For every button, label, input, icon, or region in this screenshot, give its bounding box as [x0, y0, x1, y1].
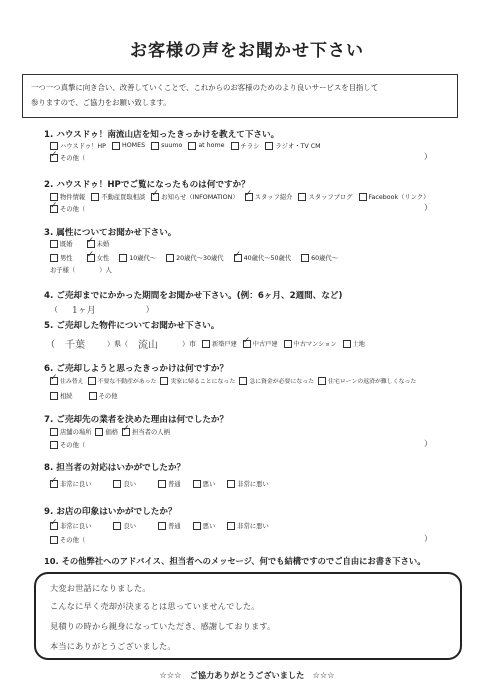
q9-option-0-label: 非常に良い	[60, 523, 92, 530]
q10-question: 10. その他弊社へのアドバイス、担当者へのメッセージ、何でも結構ですのでご自由にお書き下さい。	[44, 556, 426, 566]
q6-options-row-1	[50, 375, 416, 386]
q9-option-1-label: 良い	[123, 523, 137, 530]
q7-question: 7. ご売却先の業者を決めた理由は何でしたか？	[44, 415, 229, 425]
q1-other-label: その他（	[60, 155, 86, 162]
q7-option-2-checkbox[interactable]	[122, 428, 130, 436]
q5-type-0-checkbox[interactable]	[202, 340, 210, 348]
q3-gender-1-checkbox[interactable]	[87, 254, 95, 262]
q7-other-label: その他（	[60, 442, 86, 449]
q3-age-2-label: 40歳代～50歳代	[243, 255, 292, 262]
q5-type-1-label: 中古戸建	[252, 341, 278, 348]
q8-option-4-checkbox[interactable]	[227, 480, 235, 488]
q6-option-6-label: その他	[98, 393, 118, 400]
q1-option-5-checkbox[interactable]	[265, 142, 273, 150]
q8-option-0-label: 非常に良い	[60, 481, 92, 488]
q2-other-row	[50, 203, 91, 214]
comment-line-1: 大変お世話になりました。	[50, 583, 151, 593]
q2-option-2-checkbox[interactable]	[151, 193, 159, 201]
page-title: お客様の声をお聞かせ下さい	[130, 41, 364, 61]
q4-answer-close: ）	[145, 305, 154, 314]
q7-option-0-label: 店舗の場所	[60, 429, 92, 436]
footer-thanks: ☆☆☆ ご協力ありがとうございました ☆☆☆	[159, 670, 335, 680]
q3-children-row	[50, 264, 112, 275]
q4-answer-row	[50, 304, 154, 315]
q5-city: 流山	[138, 340, 159, 351]
q2-option-1-label: 不動産買取相談	[101, 194, 146, 201]
q2-option-5-label: Facebook（リンク）	[368, 194, 430, 201]
q5-type-3-label: 土地	[352, 341, 365, 348]
q2-option-4-label: スタッフブログ	[308, 194, 353, 201]
q5-type-2-label: 中古マンション	[293, 341, 337, 348]
intro-box	[22, 74, 458, 118]
q7-other-close: ）	[424, 439, 432, 448]
q3-children-label: お子様（	[50, 267, 76, 274]
q3-age-3-label: 60歳代～	[311, 255, 339, 262]
q9-option-1-checkbox[interactable]	[113, 522, 121, 530]
comment-line-2: こんなに早く売却が決まるとは思っていませんでした。	[50, 601, 260, 611]
q6-option-3-label: 急に資金が必要になった	[249, 379, 315, 385]
q1-option-4-label: チラシ	[240, 143, 260, 150]
q2-option-0-label: 物件情報	[60, 194, 86, 201]
q2-option-4-checkbox[interactable]	[298, 193, 306, 201]
comment-line-4: 本当にありがとうございました。	[50, 641, 176, 651]
q3-age-1-checkbox[interactable]	[166, 254, 174, 262]
q8-option-3-checkbox[interactable]	[193, 480, 201, 488]
q8-option-0-checkbox[interactable]	[50, 480, 58, 488]
q3-marital-1-label: 未婚	[96, 241, 110, 248]
q2-options	[50, 191, 435, 202]
q1-option-1-checkbox[interactable]	[112, 142, 120, 150]
q2-option-3-label: スタッフ紹介	[254, 194, 293, 201]
q2-other-close: ）	[424, 203, 432, 212]
q6-option-1-label: 不要な不動産があった	[97, 379, 157, 385]
q6-question: 6. ご売却しようと思ったきっかけは何ですか？	[44, 364, 229, 374]
q3-marital-0-label: 既婚	[60, 241, 73, 248]
q7-option-2-label: 担当者の人柄	[132, 429, 170, 436]
q3-marital-0-checkbox[interactable]	[50, 240, 58, 248]
q1-option-3-checkbox[interactable]	[188, 142, 196, 150]
q8-option-2-label: 普通	[168, 481, 181, 488]
q2-option-3-checkbox[interactable]	[245, 193, 253, 201]
q4-answer-open: （	[50, 305, 58, 314]
q5-answer-row: （ 千葉 ）県（ 流山 ）市 新築戸建 ✓ 中古戸建 中古マンション 土地	[46, 338, 371, 349]
q3-age-1-label: 20歳代～30歳代	[176, 255, 224, 262]
q6-option-5-checkbox[interactable]	[50, 392, 58, 400]
q4-answer: 1ヶ月	[72, 306, 96, 316]
q2-question: 2. ハウスドゥ！HPでご覧になったものは何ですか？	[44, 180, 250, 190]
q9-option-4-label: 非常に悪い	[237, 523, 269, 530]
q3-gender-0-checkbox[interactable]	[50, 254, 58, 262]
comment-line-3: 見積りの時から親身になっていただき、感謝しております。	[50, 621, 276, 631]
q2-option-0-checkbox[interactable]	[50, 193, 58, 201]
q1-option-0-checkbox[interactable]	[50, 142, 58, 150]
q9-option-3-label: 悪い	[202, 523, 216, 530]
q1-other-row	[50, 152, 91, 163]
q1-options	[50, 140, 327, 151]
q9-other-row	[50, 534, 91, 545]
q5-pref-suffix: ）県（	[107, 339, 129, 348]
q3-question: 3. 属性についてお聞かせ下さい。	[44, 228, 177, 238]
q7-option-0-checkbox[interactable]	[50, 428, 58, 436]
q3-marital-row	[50, 238, 115, 249]
q6-option-2-checkbox[interactable]	[160, 377, 168, 385]
q8-option-2-checkbox[interactable]	[158, 480, 166, 488]
q8-option-4-label: 非常に悪い	[237, 481, 269, 488]
q9-option-2-label: 普通	[168, 523, 181, 530]
q6-option-0-label: 住み替え	[60, 379, 84, 385]
q5-city-suffix: ）市	[182, 339, 197, 348]
q2-other-checkbox[interactable]	[50, 205, 58, 213]
q5-type-2-checkbox[interactable]	[284, 340, 292, 348]
q1-option-2-checkbox[interactable]	[151, 142, 159, 150]
q3-gender-1-label: 女性	[96, 255, 110, 262]
q4-question: 4. ご売却までにかかった期間をお聞かせ下さい。(例：6ヶ月、2週間、など)	[44, 291, 343, 301]
q6-option-5-label: 相続	[60, 393, 73, 400]
q1-option-5-label: ラジオ・TV CM	[275, 143, 321, 150]
q9-other-checkbox[interactable]	[50, 536, 58, 544]
q1-option-4-checkbox[interactable]	[231, 142, 239, 150]
q8-option-1-label: 良い	[123, 481, 137, 488]
q1-option-2-label: suumo	[161, 142, 183, 149]
q6-options-row-2	[50, 390, 123, 401]
q2-option-2-label: お知らせ（INFOMATION）	[161, 194, 239, 201]
q1-option-3-label: at home	[198, 142, 225, 149]
q5-type-0-label: 新築戸建	[212, 341, 237, 348]
q6-option-3-checkbox[interactable]	[239, 377, 247, 385]
q2-option-1-checkbox[interactable]	[91, 193, 99, 201]
q9-other-close: ）	[424, 534, 432, 543]
q9-option-3-checkbox[interactable]	[193, 522, 201, 530]
q6-option-0-checkbox[interactable]	[50, 377, 58, 385]
q3-gender-age-row	[50, 252, 344, 263]
q6-option-4-label: 住宅ローンの返済が難しくなった	[328, 379, 417, 385]
q5-type-3-checkbox[interactable]	[343, 340, 351, 348]
q7-other-row	[50, 439, 91, 450]
q6-option-2-label: 実家に帰ることになった	[170, 379, 236, 385]
q6-option-1-checkbox[interactable]	[88, 377, 96, 385]
q9-other-label: その他（	[60, 537, 86, 544]
q7-other-checkbox[interactable]	[50, 441, 58, 449]
q9-option-0-checkbox[interactable]	[50, 522, 58, 530]
intro-line-2: 参りますので、ご協力をお願い致します。	[31, 98, 171, 107]
q2-option-5-checkbox[interactable]	[359, 193, 367, 201]
q6-option-6-checkbox[interactable]	[89, 392, 97, 400]
q7-option-1-label: 価格	[105, 429, 119, 436]
q5-type-1-checkbox[interactable]	[243, 340, 251, 348]
q3-age-3-checkbox[interactable]	[301, 254, 309, 262]
q9-option-2-checkbox[interactable]	[158, 522, 166, 530]
q2-other-label: その他（	[60, 206, 86, 213]
q1-other-close: ）	[424, 152, 432, 161]
q8-option-1-checkbox[interactable]	[113, 480, 121, 488]
q5-question: 5. ご売却した物件についてお聞かせ下さい。	[44, 321, 220, 331]
q8-option-3-label: 悪い	[202, 481, 216, 488]
q1-option-0-label: ハウスドゥ！HP	[60, 143, 106, 150]
q3-children-suffix: ）人	[99, 267, 112, 274]
q8-options	[50, 478, 275, 489]
q7-option-1-checkbox[interactable]	[95, 428, 103, 436]
q6-option-4-checkbox[interactable]	[318, 377, 326, 385]
q9-option-4-checkbox[interactable]	[227, 522, 235, 530]
q7-options	[50, 426, 176, 437]
q1-option-1-label: HOMES	[121, 142, 146, 149]
q8-question: 8. 担当者の対応はいかがでしたか？	[44, 463, 186, 473]
q5-pref: 千葉	[65, 340, 86, 351]
q9-question: 9. お店の印象はいかがでしたか？	[44, 507, 177, 517]
q1-other-checkbox[interactable]	[50, 154, 58, 162]
q3-age-2-checkbox[interactable]	[234, 254, 242, 262]
q3-marital-1-checkbox[interactable]	[87, 240, 95, 248]
q3-gender-0-label: 男性	[60, 255, 73, 262]
q3-age-0-label: 10歳代～	[129, 255, 157, 262]
q9-options	[50, 520, 275, 531]
intro-line-1: 一つ一つ真摯に向き合い、改善していくことで、これからのお客様のためのより良いサービスを目指して	[31, 83, 379, 92]
q1-question: 1. ハウスドゥ！南流山店を知ったきっかけを教えて下さい。	[44, 130, 280, 140]
q3-age-0-checkbox[interactable]	[119, 254, 127, 262]
